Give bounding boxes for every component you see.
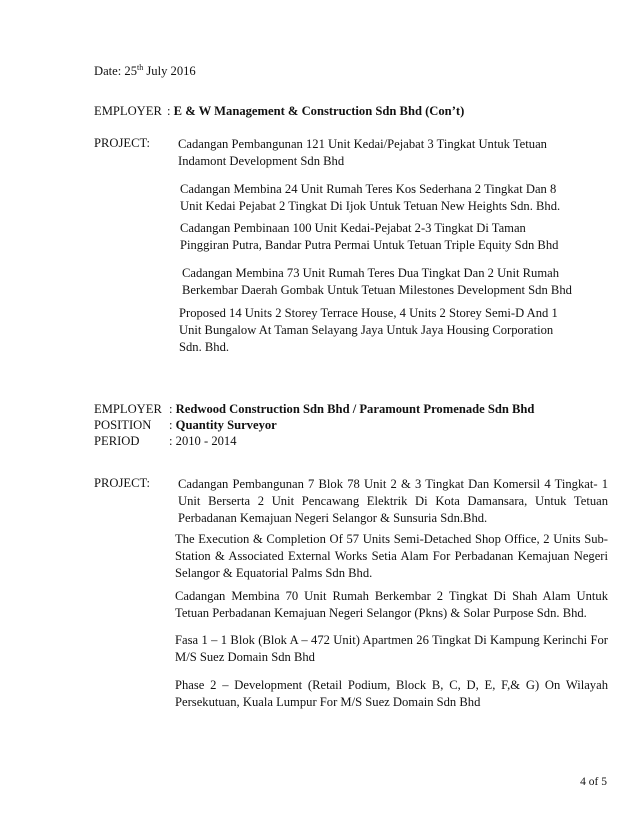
date-prefix: Date: 25 xyxy=(94,64,138,78)
project-line: Cadangan Pembinaan 100 Unit Kedai-Pejabat 2-3 Tingkat Di Taman xyxy=(180,221,526,235)
project-line: Berkembar Daerah Gombak Untuk Tetuan Milestones Development Sdn Bhd xyxy=(182,283,572,297)
position-label: POSITION xyxy=(94,418,152,432)
employer-value-1 xyxy=(167,104,464,119)
project-2-3 xyxy=(175,588,608,622)
date-superscript: th xyxy=(137,63,144,72)
project-2-1 xyxy=(178,476,608,527)
employer-sep-1: : xyxy=(167,104,174,118)
project-line: Tetuan Perbadanan Kemajuan Negeri Selangor (Pkns) & Solar Purpose Sdn. Bhd. xyxy=(175,606,587,620)
project-line: Unit Bungalow At Taman Selayang Jaya Untuk Jaya Housing Corporation xyxy=(179,323,554,337)
project-line: Cadangan Membina 24 Unit Rumah Teres Kos Sederhana 2 Tingkat Dan 8 xyxy=(180,182,557,196)
project-label-2: PROJECT: xyxy=(94,476,151,490)
position-sep: : xyxy=(169,418,176,432)
period-value: : 2010 - 2014 xyxy=(169,434,237,448)
project-line: Proposed 14 Units 2 Storey Terrace House, 4 Units 2 Storey Semi-D And 1 xyxy=(179,306,558,320)
period-label: PERIOD xyxy=(94,434,140,448)
project-line: Cadangan Pembangunan 7 Blok 78 Unit 2 & 3 Tingkat Dan Komersil 4 Tingkat- 1 xyxy=(178,477,608,491)
employer-name-2: Redwood Construction Sdn Bhd / Paramount Promenade Sdn Bhd xyxy=(175,402,535,416)
project-1-1 xyxy=(178,136,547,170)
project-line: Sdn. Bhd. xyxy=(179,340,230,354)
project-line: Selangor & Equatorial Palms Sdn Bhd. xyxy=(175,566,373,580)
project-line: Persekutuan, Kuala Lumpur For M/S Suez Domain Sdn Bhd xyxy=(175,695,481,709)
project-line: Station & Associated External Works Setia Alam For Perbadanan Kemajuan Negeri xyxy=(175,549,608,563)
project-1-5 xyxy=(179,305,558,356)
project-line: Unit Berserta 2 Unit Pencawang Elektrik Di Kota Damansara, Untuk Tetuan xyxy=(178,494,608,508)
project-line: Unit Kedai Pejabat 2 Tingkat Di Ijok Untuk Tetuan New Heights Sdn. Bhd. xyxy=(180,199,561,213)
project-1-4 xyxy=(182,265,572,299)
employer-label-1: EMPLOYER xyxy=(94,104,162,118)
project-line: The Execution & Completion Of 57 Units Semi-Detached Shop Office, 2 Units Sub- xyxy=(175,532,608,546)
project-1-3 xyxy=(180,220,558,254)
project-2-5 xyxy=(175,677,608,711)
project-line: Cadangan Membina 73 Unit Rumah Teres Dua Tingkat Dan 2 Unit Rumah xyxy=(182,266,560,280)
project-line: Perbadanan Kemajuan Negeri Selangor & Sunsuria Sdn.Bhd. xyxy=(178,511,488,525)
project-line: Phase 2 – Development (Retail Podium, Block B, C, D, E, F,& G) On Wilayah xyxy=(175,678,608,692)
project-label-1: PROJECT: xyxy=(94,136,151,150)
project-line: Pinggiran Putra, Bandar Putra Permai Untuk Tetuan Triple Equity Sdn Bhd xyxy=(180,238,559,252)
employer-name-1: E & W Management & Construction Sdn Bhd (Con’t) xyxy=(173,104,465,118)
employer-value-2 xyxy=(169,402,534,417)
position-value xyxy=(169,418,277,433)
date-line xyxy=(94,64,196,79)
project-line: Cadangan Pembangunan 121 Unit Kedai/Pejabat 3 Tingkat Untuk Tetuan xyxy=(178,137,547,151)
position-name: Quantity Surveyor xyxy=(175,418,277,432)
employer-sep-2: : xyxy=(169,402,176,416)
project-line: Cadangan Membina 70 Unit Rumah Berkembar 2 Tingkat Di Shah Alam Untuk xyxy=(175,589,608,603)
project-2-4 xyxy=(175,632,608,666)
date-suffix: July 2016 xyxy=(143,64,196,78)
project-line: Fasa 1 – 1 Blok (Blok A – 472 Unit) Apartmen 26 Tingkat Di Kampung Kerinchi For xyxy=(175,633,608,647)
project-line: Indamont Development Sdn Bhd xyxy=(178,154,345,168)
project-1-2 xyxy=(180,181,560,215)
employer-label-2: EMPLOYER xyxy=(94,402,162,416)
project-line: M/S Suez Domain Sdn Bhd xyxy=(175,650,315,664)
page-number: 4 of 5 xyxy=(580,776,607,788)
project-2-2 xyxy=(175,531,608,582)
